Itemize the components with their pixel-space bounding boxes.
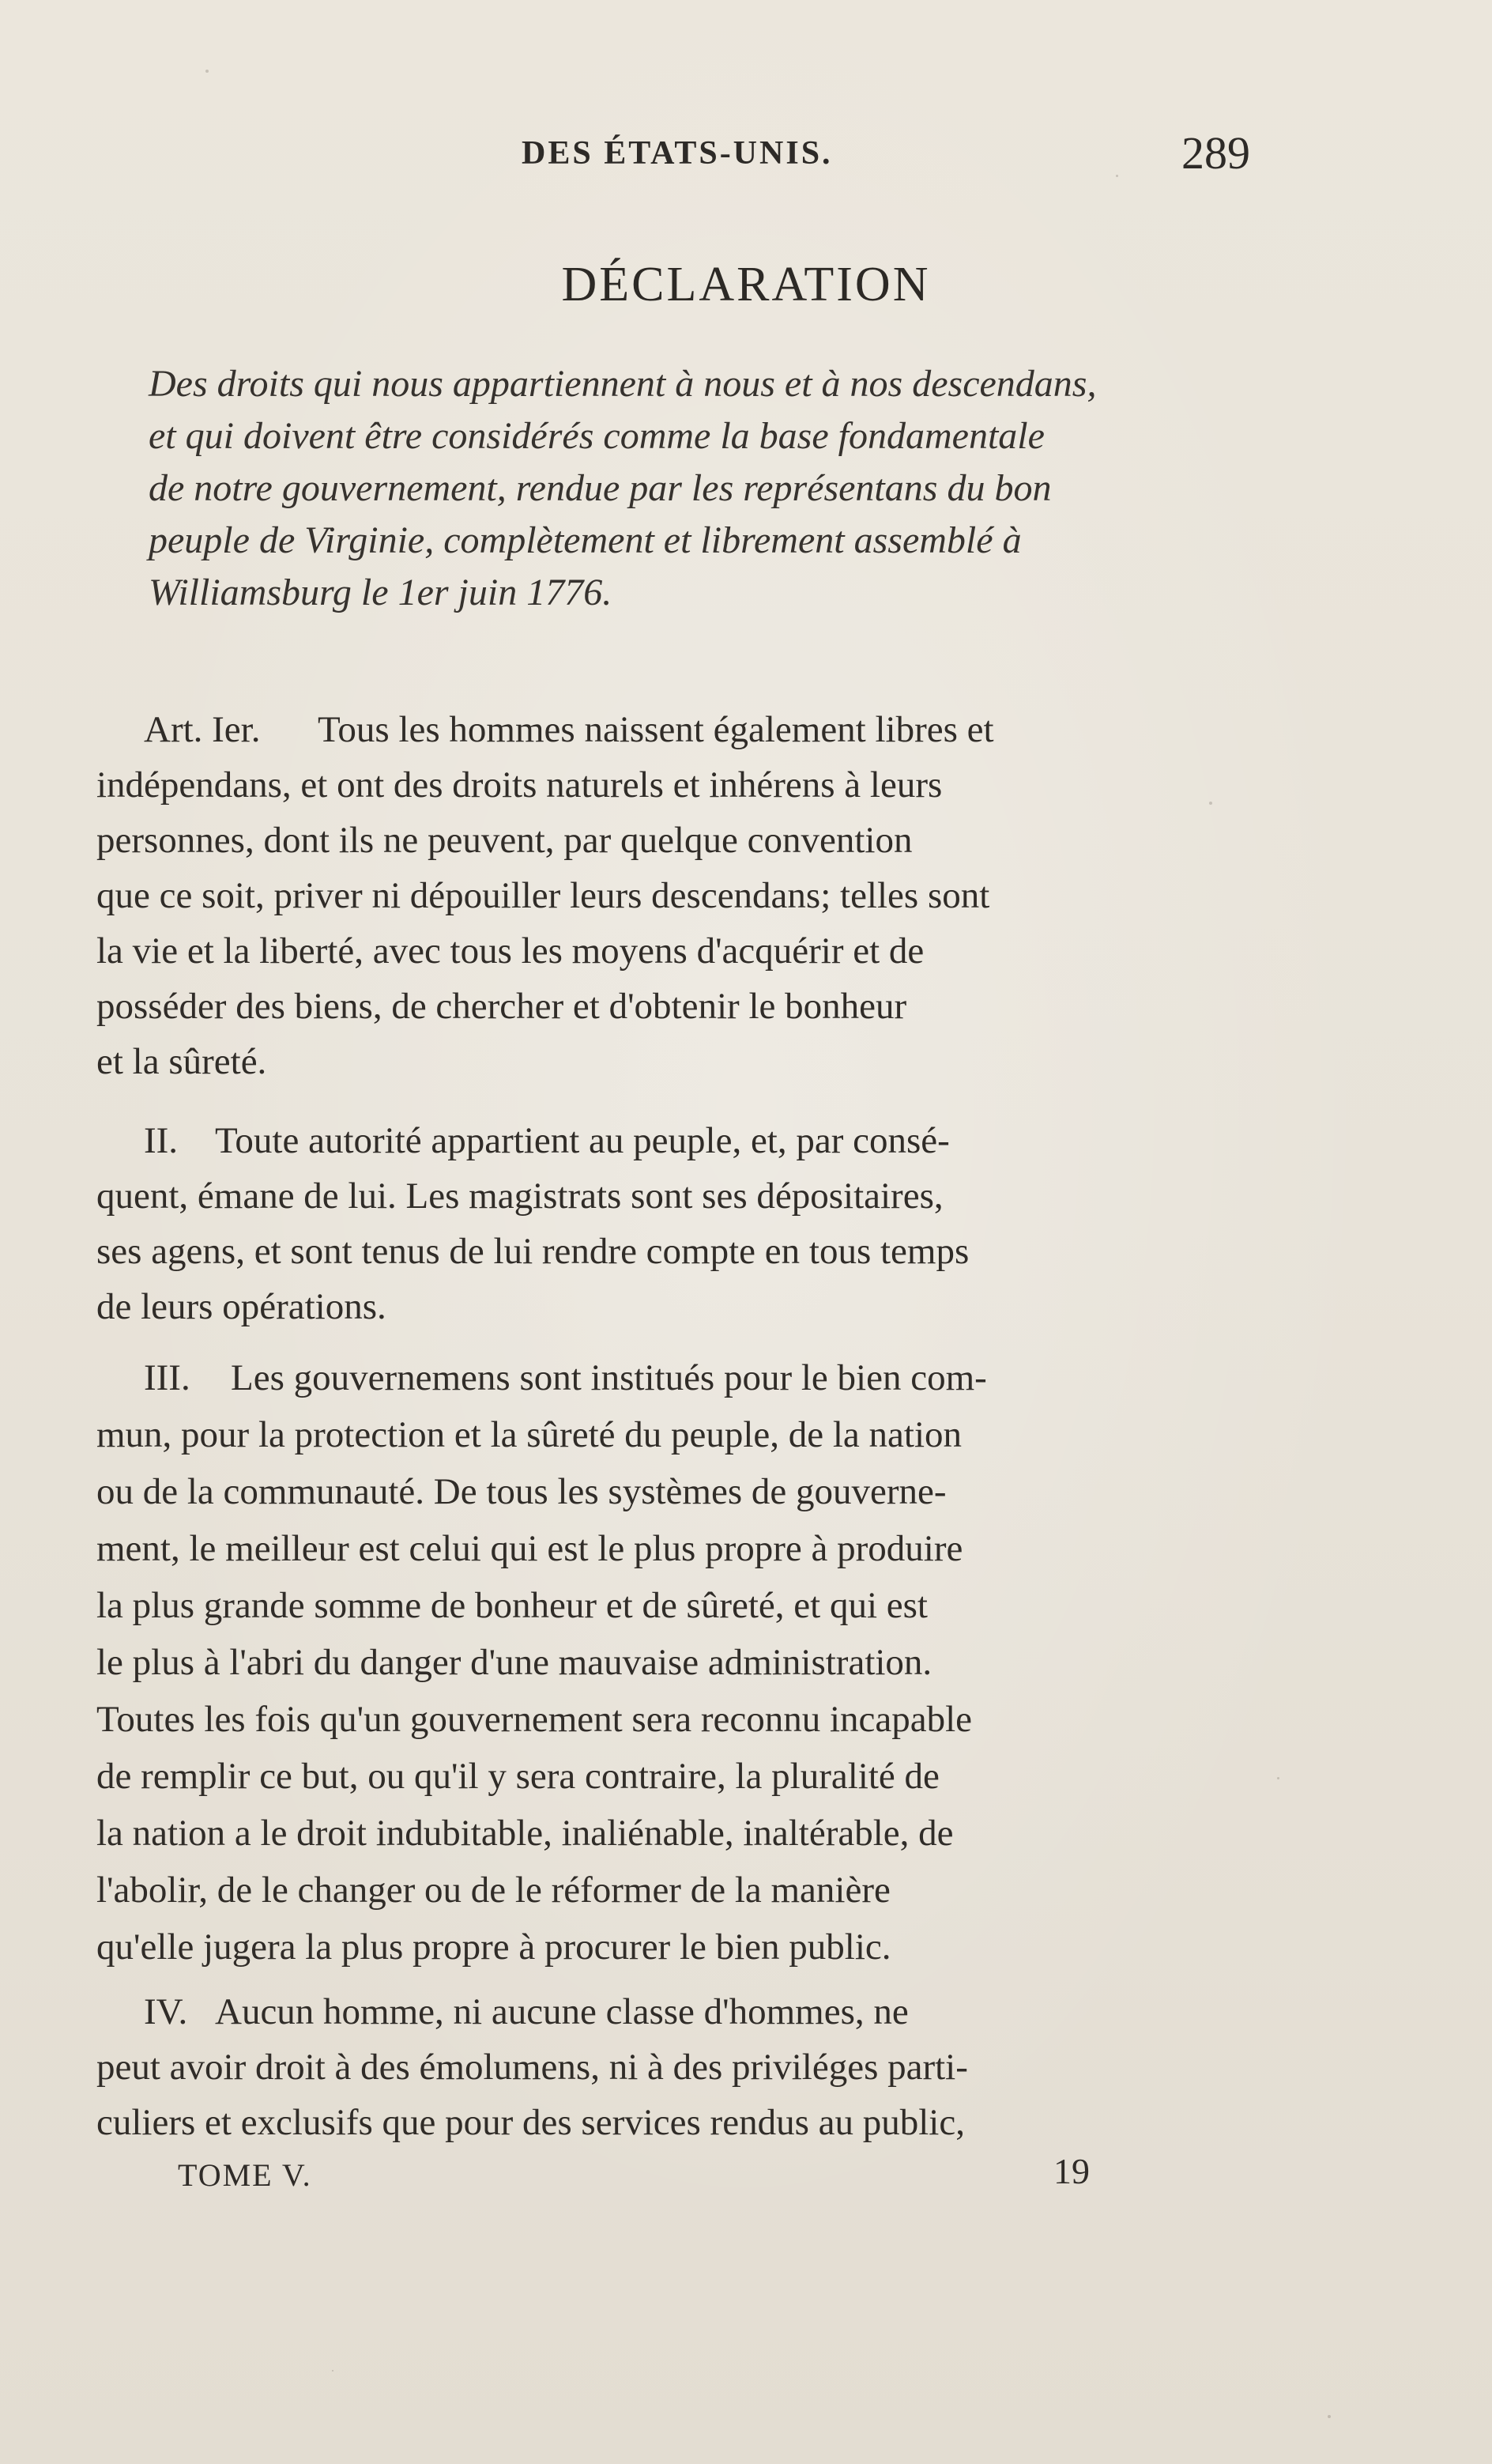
running-title: DES ÉTATS-UNIS. [522, 135, 833, 172]
article-1-line-3: personnes, dont ils ne peuvent, par quelque convention [96, 820, 913, 861]
article-2-line-1: Toute autorité appartient au peuple, et, par consé- [215, 1120, 950, 1161]
article-2-line-3: ses agens, et sont tenus de lui rendre compte en tous temps [96, 1231, 970, 1272]
article-2-label: II. [144, 1120, 179, 1161]
article-3-line-9: la nation a le droit indubitable, inaliénable, inaltérable, de [96, 1813, 954, 1854]
subtitle-line-4: peuple de Virginie, complètement et librement assemblé à [149, 519, 1022, 561]
article-2-line-4: de leurs opérations. [96, 1286, 386, 1327]
article-3-line-1: Les gouvernemens sont institués pour le bien com- [231, 1357, 987, 1398]
article-1-line-1: Tous les hommes naissent également libres et [318, 709, 994, 750]
article-1-line-6: posséder des biens, de chercher et d'obtenir le bonheur [96, 986, 907, 1027]
article-1-label: Art. Ier. [144, 709, 261, 750]
article-3-line-8: de remplir ce but, ou qu'il y sera contraire, la pluralité de [96, 1756, 940, 1797]
subtitle-line-3: de notre gouvernement, rendue par les représentans du bon [149, 467, 1052, 509]
article-4-label: IV. [144, 1991, 188, 2032]
article-1-line-7: et la sûreté. [96, 1041, 267, 1082]
article-4-line-3: culiers et exclusifs que pour des services rendus au public, [96, 2102, 965, 2143]
subtitle-line-2: et qui doivent être considérés comme la base fondamentale [149, 415, 1045, 457]
subtitle-line-5: Williamsburg le 1er juin 1776. [149, 572, 612, 613]
article-3-line-10: l'abolir, de le changer ou de le réformer de la manière [96, 1870, 891, 1911]
running-head [0, 0, 1492, 206]
article-3-line-3: ou de la communauté. De tous les systèmes de gouverne- [96, 1471, 947, 1512]
article-1-line-5: la vie et la liberté, avec tous les moyens d'acquérir et de [96, 930, 925, 972]
signature-mark: TOME V. [178, 2157, 312, 2193]
article-3-line-2: mun, pour la protection et la sûreté du peuple, de la nation [96, 1414, 963, 1455]
article-3-label: III. [144, 1357, 190, 1398]
article-4-line-1: Aucun homme, ni aucune classe d'hommes, ne [215, 1991, 909, 2032]
article-2-line-2: quent, émane de lui. Les magistrats sont ses dépositaires, [96, 1175, 944, 1217]
subtitle-line-1: Des droits qui nous appartiennent à nous et à nos descendans, [149, 363, 1097, 405]
article-1-line-2: indépendans, et ont des droits naturels et inhérens à leurs [96, 764, 943, 806]
article-3-line-5: la plus grande somme de bonheur et de sûreté, et qui est [96, 1585, 928, 1626]
article-3-line-7: Toutes les fois qu'un gouvernement sera reconnu incapable [96, 1699, 973, 1740]
article-3-line-11: qu'elle jugera la plus propre à procurer le bien public. [96, 1926, 891, 1968]
article-1-line-4: que ce soit, priver ni dépouiller leurs descendans; telles sont [96, 875, 990, 916]
signature-number: 19 [1053, 2151, 1090, 2191]
article-4-line-2: peut avoir droit à des émolumens, ni à des priviléges parti- [96, 2047, 968, 2088]
document-title: DÉCLARATION [561, 258, 931, 311]
page-number: 289 [1181, 127, 1250, 179]
article-3-line-4: ment, le meilleur est celui qui est le plus propre à produire [96, 1528, 963, 1569]
article-3-line-6: le plus à l'abri du danger d'une mauvaise administration. [96, 1642, 932, 1683]
